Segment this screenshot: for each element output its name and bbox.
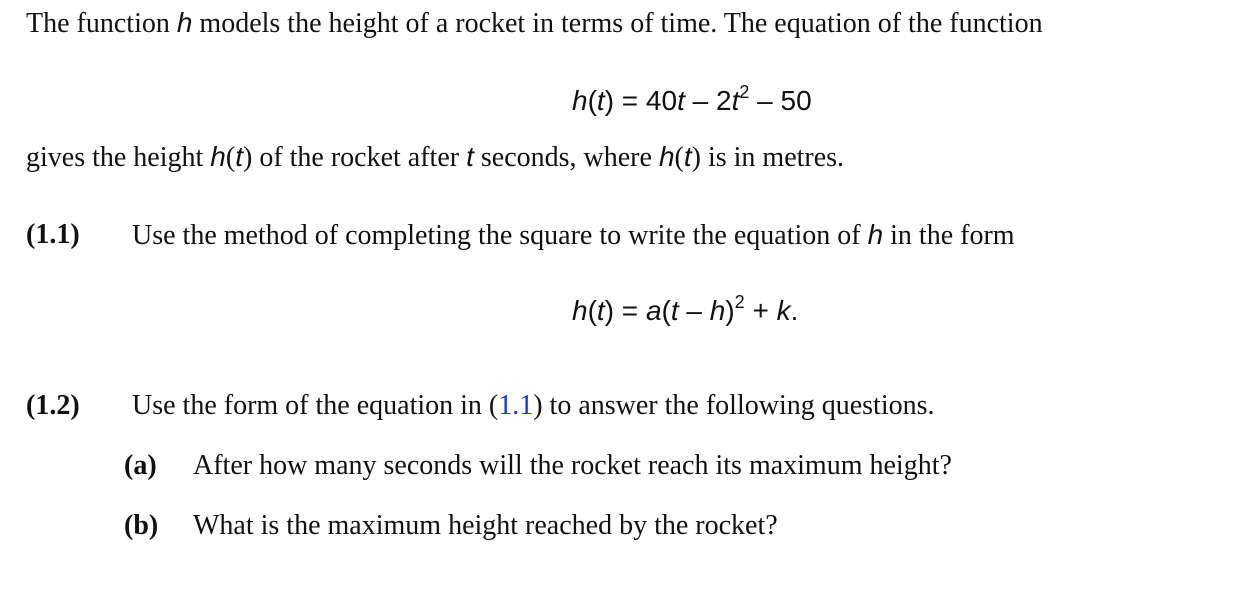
desc-p3: seconds, where [473, 142, 659, 173]
eq2-h: h [572, 295, 588, 326]
intro-var-h: h [176, 7, 193, 38]
desc-t2: t [466, 141, 474, 172]
subquestion-b-text: What is the maximum height reached by the rocket? [193, 510, 778, 541]
eq1-t3: t [731, 85, 740, 116]
desc-p4: is in metres. [700, 142, 845, 173]
desc-t: t [235, 141, 243, 172]
description-text [26, 140, 844, 175]
equation-vertex-form [572, 291, 799, 328]
eq1-minus: – 2 [684, 85, 732, 116]
desc-o2: ( [674, 142, 684, 173]
eq1-h: h [572, 85, 588, 116]
eq2-a: a [645, 295, 662, 326]
desc-c2: ) [691, 142, 701, 173]
q12-ref-link[interactable]: 1.1 [498, 390, 534, 421]
eq2-h2: h [709, 295, 726, 326]
eq1-open: ( [587, 85, 597, 116]
eq1-rest: – 50 [749, 85, 812, 116]
eq2-dot: . [790, 295, 799, 326]
eq1-t: t [596, 85, 605, 116]
equation-height-function [572, 81, 812, 118]
eq2-plus: + [744, 295, 777, 326]
q11-h: h [867, 219, 884, 250]
desc-h2: h [658, 141, 675, 172]
eq2-exponent: 2 [734, 291, 745, 312]
eq2-close2: ) [725, 295, 735, 326]
desc-p2: of the rocket after [252, 142, 467, 173]
q11-p1: Use the method of completing the square to write the equation of [132, 220, 868, 251]
desc-p1: gives the height [26, 142, 211, 173]
q11-p2: in the form [883, 220, 1015, 251]
subquestion-a-text: After how many seconds will the rocket reach its maximum height? [193, 450, 952, 481]
subquestion-label-a: (a) [124, 450, 157, 481]
eq1-close: ) [604, 85, 615, 116]
eq2-minus: – [678, 295, 710, 326]
eq2-open: ( [587, 295, 597, 326]
question-number-1-1: (1.1) [26, 219, 80, 250]
q12-p2: ) to answer the following questions. [533, 390, 935, 421]
intro-text [26, 6, 1043, 41]
eq2-open2: ( [661, 295, 671, 326]
question-1-2-text [132, 389, 935, 423]
eq1-exponent: 2 [739, 81, 750, 102]
desc-c1: ) [242, 142, 253, 173]
desc-h: h [210, 141, 226, 172]
intro-part1: The function [26, 8, 177, 39]
eq2-eq: = [614, 295, 646, 326]
desc-o1: ( [225, 142, 236, 173]
eq2-t: t [596, 295, 605, 326]
eq1-t2: t [677, 85, 685, 116]
intro-part2: models the height of a rocket in terms of time. The equation of the function [192, 8, 1043, 39]
eq2-t2: t [670, 295, 679, 326]
q12-p1: Use the form of the equation in ( [132, 390, 499, 421]
question-1-1-text [132, 218, 1015, 253]
eq1-eq: = 40 [614, 85, 678, 116]
eq2-close: ) [604, 295, 615, 326]
question-number-1-2: (1.2) [26, 390, 80, 421]
subquestion-label-b: (b) [124, 510, 159, 541]
eq2-k: k [776, 295, 791, 326]
desc-t3: t [683, 141, 692, 172]
